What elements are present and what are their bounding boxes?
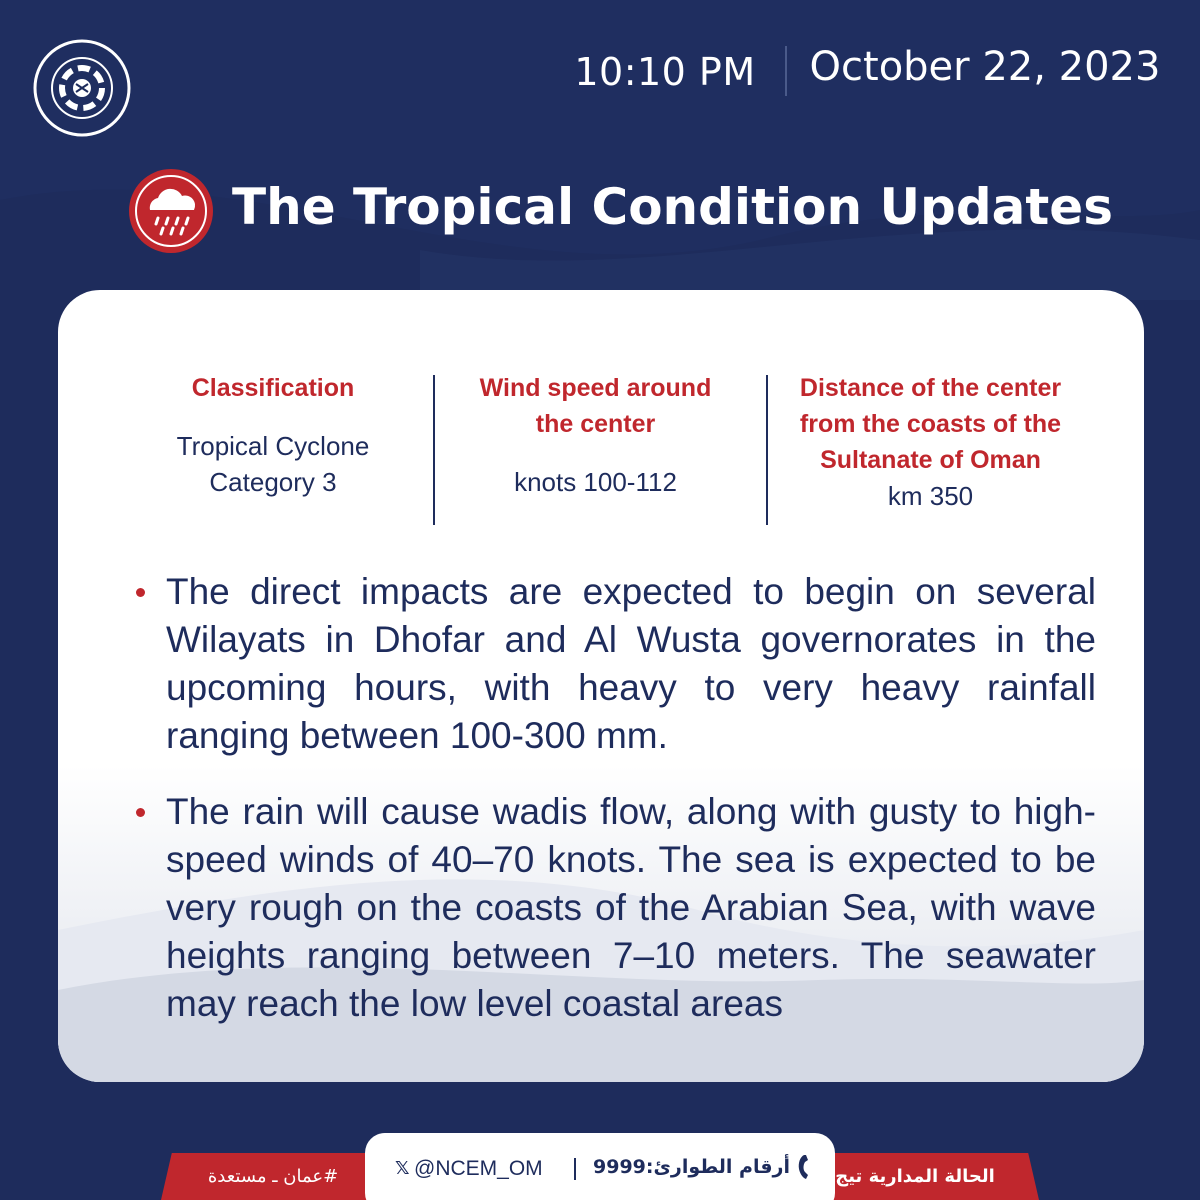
stat-distance [778, 370, 1083, 514]
stat-divider [433, 375, 435, 525]
stat-wind-speed [463, 370, 728, 500]
bullet-dot-icon [136, 808, 145, 817]
rain-cloud-icon [128, 168, 214, 254]
bullet-text: The direct impacts are expected to begin on several Wilayats in Dhofar and Al Wusta governorates in the upcoming hours, with heavy to very heavy rainfall ranging between 100-300 mm. [166, 571, 1096, 756]
date-label: October 22, 2023 [809, 44, 1161, 90]
bullet-dot-icon [136, 588, 145, 597]
stat-value: knots 100-112 [514, 467, 677, 497]
stats-row [158, 370, 1088, 530]
header-divider [785, 46, 787, 96]
hashtag-label[interactable]: #عمان ـ مستعدة [207, 1166, 339, 1187]
ncem-logo [32, 38, 132, 138]
x-icon[interactable]: 𝕏 [395, 1158, 410, 1179]
emergency-number: أرقام الطوارئ:9999 [593, 1156, 790, 1178]
list-item [136, 788, 1096, 1028]
list-item [136, 568, 1096, 760]
stat-label: Classification [191, 374, 355, 402]
bullet-list [136, 568, 1096, 1056]
stat-label: Wind speed around the center [479, 374, 712, 438]
stat-value: Tropical Cyclone Category 3 [176, 431, 370, 497]
stat-label: Distance of the center from the coasts of the Sultanate of Oman [799, 374, 1062, 474]
time-label: 10:10 PM [574, 50, 756, 94]
info-card [58, 290, 1144, 1082]
stat-value: km 350 [887, 481, 974, 511]
stat-classification [158, 370, 388, 500]
social-handle[interactable]: @NCEM_OM [414, 1157, 543, 1180]
bullet-text: The rain will cause wadis flow, along with gusty to high-speed winds of 40–70 knots. The sea is expected to be very rough on the coasts of the Arabian Sea, with wave heights ranging between 7–10 meters. The seawater may reach the low level coastal areas [166, 791, 1096, 1024]
stat-divider [766, 375, 768, 525]
page-title: The Tropical Condition Updates [232, 178, 1113, 236]
phone-icon [790, 1153, 812, 1181]
cyclone-name-label: الحالة المدارية تيج [835, 1166, 995, 1187]
footer-separator [574, 1158, 576, 1180]
